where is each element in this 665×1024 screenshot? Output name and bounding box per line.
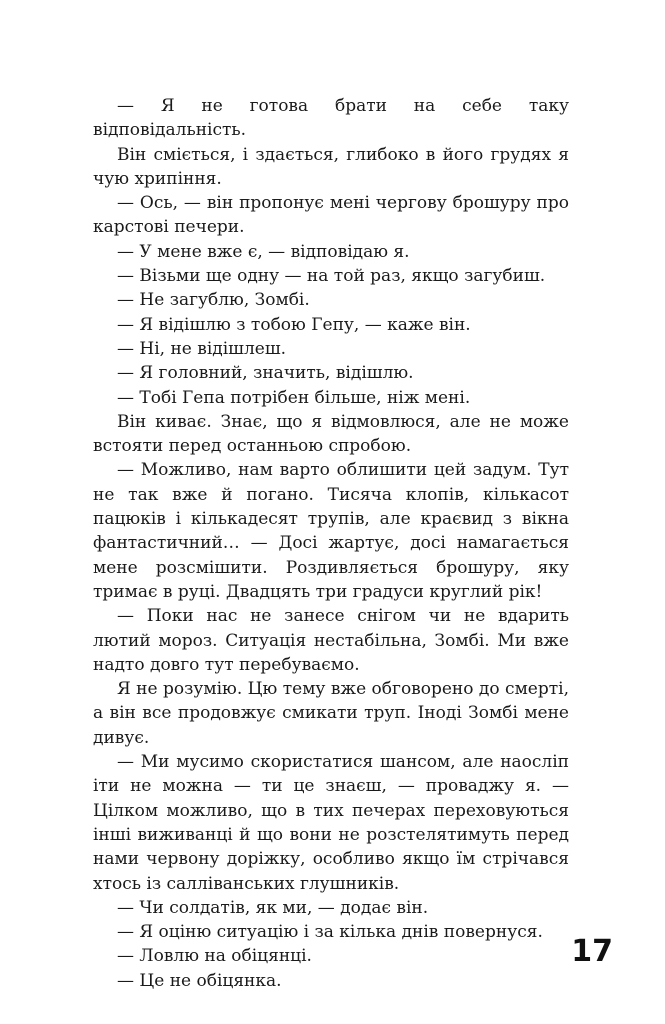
paragraph: — Поки нас не занесе снігом чи не вдарить лютий мороз. Ситуація нестабільна, Зомбі. Ми вже надто довго тут перебуваємо. xyxy=(93,606,569,675)
paragraph: — Я оціню ситуацію і за кілька днів повернуся. xyxy=(117,922,543,943)
paragraph: — Ні, не відішлеш. xyxy=(117,338,287,359)
paragraph: — Я відішлю з тобою Гепу, — каже він. xyxy=(117,314,471,335)
paragraph: Він киває. Знає, що я відмовлюся, але не може встояти перед останньою спробою. xyxy=(93,411,569,457)
paragraph: — Ось, — він пропонує мені чергову брошуру про карстові печери. xyxy=(93,193,569,238)
paragraph: Він сміється, і здається, глибоко в його грудях я чую хрипіння. xyxy=(93,144,569,189)
paragraph: — Це не обіцянка. xyxy=(117,970,282,991)
paragraph: — Не загублю, Зомбі. xyxy=(117,290,310,311)
page-text xyxy=(93,94,569,993)
paragraph: — Візьми ще одну — на той раз, якщо загубиш. xyxy=(117,266,546,287)
paragraph: — Ми мусимо скористатися шансом, але наосліп іти не можна — ти це знаєш, — проваджу я. — Цілком можливо, що в тих печерах переховуються інші виживанці й що вони не розстелятимуть перед нами червону доріжку, особливо якщо їм стрічався хтось із салліванських глушників. xyxy=(93,752,569,894)
paragraph: — Тобі Гепа потрібен більше, ніж мені. xyxy=(117,387,471,408)
paragraph: — У мене вже є, — відповідаю я. xyxy=(117,241,410,262)
paragraph: — Я головний, значить, відішлю. xyxy=(117,363,414,384)
page-number: 17 xyxy=(571,934,613,969)
paragraph: — Можливо, нам варто облишити цей задум. Тут не так вже й погано. Тисяча клопів, кількасот пацюків і кількадесят трупів, але краєвид з вікна фантастичний… — Досі жартує, досі намагається мене розсмішити. Роздивляється брошуру, яку тримає в руці. Двадцять три градуси круглий рік! xyxy=(93,460,569,602)
paragraph: Я не розумію. Цю тему вже обговорено до смерті, а він все продовжує смикати труп. Іноді Зомбі мене дивує. xyxy=(93,679,569,748)
paragraph: — Ловлю на обіцянці. xyxy=(117,946,312,967)
paragraph: — Чи солдатів, як ми, — додає він. xyxy=(117,897,429,918)
paragraph: — Я не готова брати на себе таку відповідальність. xyxy=(93,96,569,141)
